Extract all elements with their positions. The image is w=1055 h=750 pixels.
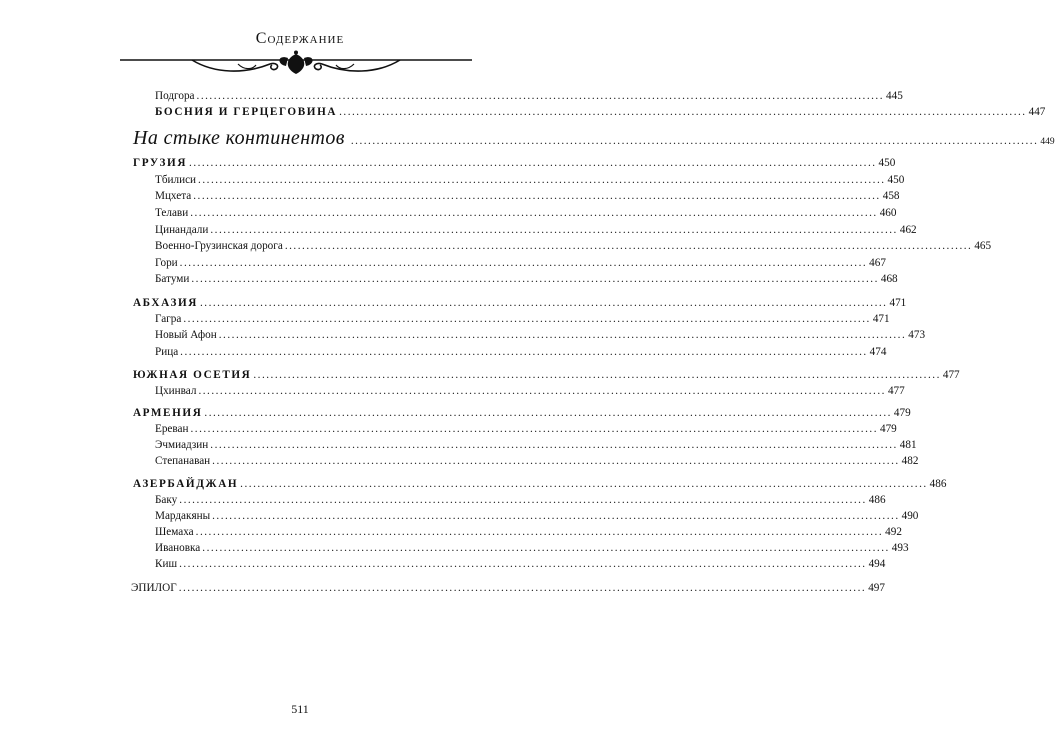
toc-entry [133, 383, 905, 399]
toc-entry-title: Ереван [155, 423, 189, 435]
toc-entry-page: 482 [901, 455, 919, 467]
toc-entry-page: 486 [868, 494, 886, 506]
toc-entry-title: Рица [155, 346, 179, 358]
toc-entry-page: 468 [880, 273, 898, 285]
dot-leader: ................................................................................................................................................................ [195, 526, 884, 538]
toc-entry [133, 556, 886, 572]
toc-entry-title: ЭПИЛОГ [131, 582, 177, 594]
toc-entry [131, 580, 885, 596]
toc-entry-page: 471 [889, 297, 907, 309]
ornament-divider-icon [120, 50, 472, 76]
toc-entry [133, 295, 907, 311]
dot-leader: ................................................................................................................................................................ [212, 510, 900, 522]
toc-entry [133, 476, 947, 492]
toc-entry-title: Ивановка [155, 542, 201, 554]
toc-entry-title: Военно-Грузинская дорога [155, 240, 283, 252]
toc-entry [133, 524, 902, 540]
toc-entry-title: Эчмиадзин [155, 439, 209, 451]
toc-entry-title: АЗЕРБАЙДЖАН [133, 478, 239, 490]
toc-entry [133, 508, 919, 524]
toc-entry-title: АРМЕНИЯ [133, 407, 203, 419]
toc-entry-page: 449 [1040, 137, 1055, 147]
toc-entry [133, 405, 911, 421]
dot-leader: ................................................................................................................................................................ [240, 478, 928, 490]
toc-entry [133, 311, 890, 327]
dot-leader: ................................................................................................................................................................ [179, 257, 868, 269]
toc-entry-page: 479 [879, 423, 897, 435]
dot-leader: ................................................................................................................................................................ [202, 542, 890, 554]
dot-leader: ................................................................................................................................................................ [190, 423, 878, 435]
toc-entry-page: 479 [893, 407, 911, 419]
toc-entry [133, 421, 897, 437]
toc-entry [133, 492, 886, 508]
toc-entry-title: Гори [155, 257, 178, 269]
toc-entry-title: Шемаха [155, 526, 194, 538]
toc-entry-page: 477 [887, 385, 905, 397]
toc-entry-page: 473 [908, 329, 926, 341]
toc-entry-page: 492 [885, 526, 902, 538]
dot-leader: ................................................................................................................................................................ [196, 90, 885, 102]
toc-entry-title: Телави [155, 207, 189, 219]
toc-entry-title: Гагра [155, 313, 182, 325]
toc-entry [133, 327, 926, 343]
toc-entry-title: Киш [155, 558, 178, 570]
toc-entry-page: 450 [878, 157, 896, 169]
toc-entry [133, 453, 919, 469]
toc-entry [133, 205, 897, 221]
toc-entry-page: 481 [899, 439, 917, 451]
toc-entry [133, 125, 1055, 151]
toc-entry-page: 494 [868, 558, 886, 570]
toc-entry [133, 104, 1046, 120]
toc-entry-page: 493 [891, 542, 909, 554]
toc-entry [133, 271, 898, 287]
dot-leader: ................................................................................................................................................................ [179, 494, 867, 506]
toc-entry [133, 437, 917, 453]
toc-entry-page: 477 [942, 369, 960, 381]
dot-leader: ................................................................................................................................................................ [189, 157, 877, 169]
toc-entry-page: 460 [879, 207, 897, 219]
toc-entry-page: 462 [899, 224, 917, 236]
dot-leader: ................................................................................................................................................................ [178, 582, 867, 594]
dot-leader: ................................................................................................................................................................ [339, 106, 1027, 118]
toc-entry-title: Степанаван [155, 455, 211, 467]
dot-leader: ................................................................................................................................................................ [212, 455, 900, 467]
toc-entry-page: 467 [869, 257, 886, 269]
dot-leader: ................................................................................................................................................................ [179, 558, 867, 570]
dot-leader: ................................................................................................................................................................ [198, 174, 886, 186]
toc-entry-title: Цхинвал [155, 385, 197, 397]
toc-entry-page: 471 [872, 313, 890, 325]
toc-entry-title: Мардакяны [155, 510, 211, 522]
toc-entry-title: БОСНИЯ И ГЕРЦЕГОВИНА [155, 106, 338, 118]
toc-entry-title: Тбилиси [155, 174, 197, 186]
dot-leader: ................................................................................................................................................................ [210, 224, 898, 236]
toc-entry-title: Баку [155, 494, 178, 506]
toc-entry-title: Цинандали [155, 224, 209, 236]
toc-entry-page: 490 [901, 510, 919, 522]
toc-entry-title: ЮЖНАЯ ОСЕТИЯ [133, 369, 252, 381]
dot-leader: ................................................................................................................................................................ [253, 369, 941, 381]
dot-leader: ................................................................................................................................................................ [199, 297, 888, 309]
toc-entry-title: Новый Афон [155, 329, 217, 341]
toc-entry-page: 445 [886, 90, 903, 102]
dot-leader: ................................................................................................................................................................ [350, 135, 1039, 147]
dot-leader: ................................................................................................................................................................ [193, 190, 881, 202]
toc-entry [133, 255, 886, 271]
toc-entry-title: ГРУЗИЯ [133, 157, 188, 169]
toc-entry-title: Подгора [155, 90, 195, 102]
dot-leader: ................................................................................................................................................................ [180, 346, 868, 358]
toc-entry [133, 367, 960, 383]
toc-entry [133, 172, 905, 188]
toc-entry-page: 497 [868, 582, 885, 594]
toc-entry-page: 458 [882, 190, 900, 202]
toc-entry [133, 188, 900, 204]
toc-entry [133, 344, 887, 360]
toc-entry-title: На стыке континентов [133, 127, 345, 149]
toc-entry [133, 540, 909, 556]
dot-leader: ................................................................................................................................................................ [210, 439, 898, 451]
dot-leader: ................................................................................................................................................................ [191, 273, 879, 285]
page-header-title: Содержание [255, 30, 345, 47]
toc-entry-title: АБХАЗИЯ [133, 297, 198, 309]
toc-entry-page: 465 [974, 240, 992, 252]
dot-leader: ................................................................................................................................................................ [284, 240, 973, 252]
toc-entry-title: Мцхета [155, 190, 192, 202]
dot-leader: ................................................................................................................................................................ [198, 385, 886, 397]
dot-leader: ................................................................................................................................................................ [204, 407, 892, 419]
toc-entry [133, 222, 917, 238]
toc-entry-page: 474 [869, 346, 887, 358]
toc-entry-page: 450 [887, 174, 905, 186]
dot-leader: ................................................................................................................................................................ [183, 313, 871, 325]
page-number: 511 [291, 702, 309, 716]
toc-entry [133, 155, 896, 171]
toc-entry-page: 447 [1028, 106, 1046, 118]
toc-entry [133, 88, 903, 104]
dot-leader: ................................................................................................................................................................ [218, 329, 907, 341]
dot-leader: ................................................................................................................................................................ [190, 207, 878, 219]
toc-entry [133, 238, 992, 254]
toc-entry-page: 486 [929, 478, 947, 490]
toc-entry-title: Батуми [155, 273, 190, 285]
